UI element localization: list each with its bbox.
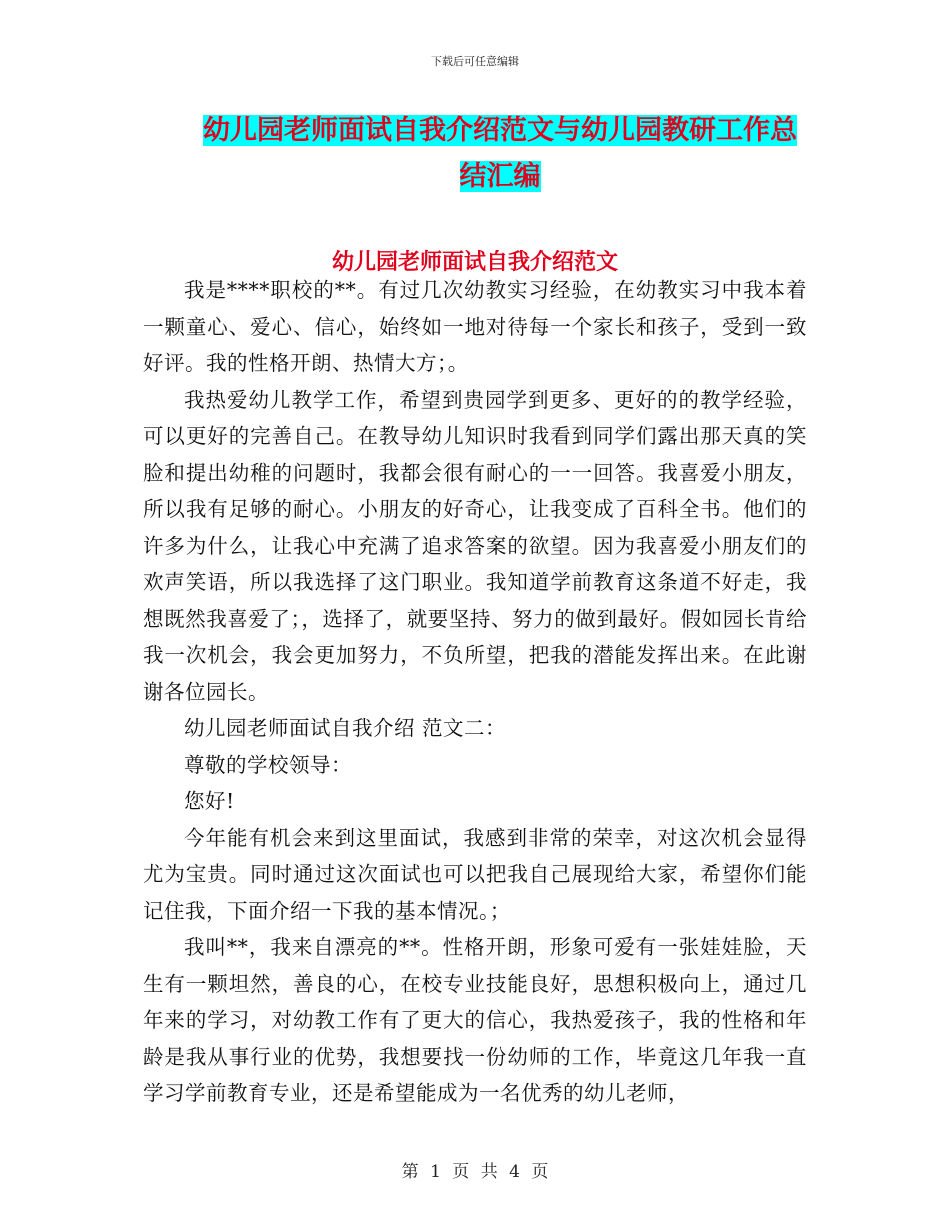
paragraph-7: 我叫**，我来自漂亮的**。性格开朗，形象可爱有一张娃娃脸，天生有一颗坦然，善良的心，在校专业技能良好，思想积极向上，通过几年来的学习，对幼教工作有了更大的信心，我热爱孩子，我的性格和年龄是我从事行业的优势，我想要找一份幼师的工作，毕竟这几年我一直学习学前教育专业，还是希望能成为一名优秀的幼儿老师， [143, 935, 807, 1105]
paragraph-5: 您好! [184, 789, 235, 813]
document-title-text: 幼儿园老师面试自我介绍范文与幼儿园教研工作总结汇编 [203, 115, 797, 192]
paragraph-1: 我是****职校的**。有过几次幼教实习经验，在幼教实习中我本着一颗童心、爱心、信心，始终如一地对待每一个家长和孩子，受到一致好评。我的性格开朗、热情大方；。 [143, 278, 807, 375]
paragraph-3: 幼儿园老师面试自我介绍 范文二： [184, 716, 507, 740]
section-title: 幼儿园老师面试自我介绍范文 [331, 250, 618, 275]
page-number: 第 1 页 共 4 页 [401, 1162, 549, 1182]
paragraph-4: 尊敬的学校领导： [184, 752, 352, 777]
paragraph-6: 今年能有机会来到这里面试，我感到非常的荣幸，对这次机会显得尤为宝贵。同时通过这次面试也可以把我自己展现给大家，希望你们能记住我，下面介绍一下我的基本情况。； [143, 825, 807, 923]
document-body [143, 272, 807, 1112]
document-title [190, 108, 810, 200]
paragraph-2: 我热爱幼儿教学工作，希望到贵园学到更多、更好的的教学经验，可以更好的完善自己。在教导幼儿知识时我看到同学们露出那天真的笑脸和提出幼稚的问题时，我都会很有耐心的一一回答。我喜爱小朋友，所以我有足够的耐心。小朋友的好奇心，让我变成了百科全书。他们的许多为什么，让我心中充满了追求答案的欲望。因为我喜爱小朋友们的欢声笑语，所以我选择了这门职业。我知道学前教育这条道不好走，我想既然我喜爱了；，选择了，就要坚持、努力的做到最好。假如园长肯给我一次机会，我会更加努力，不负所望，把我的潜能发挥出来。在此谢谢各位园长。 [143, 387, 807, 704]
page-header-note: 下载后可任意编辑 [431, 55, 519, 68]
